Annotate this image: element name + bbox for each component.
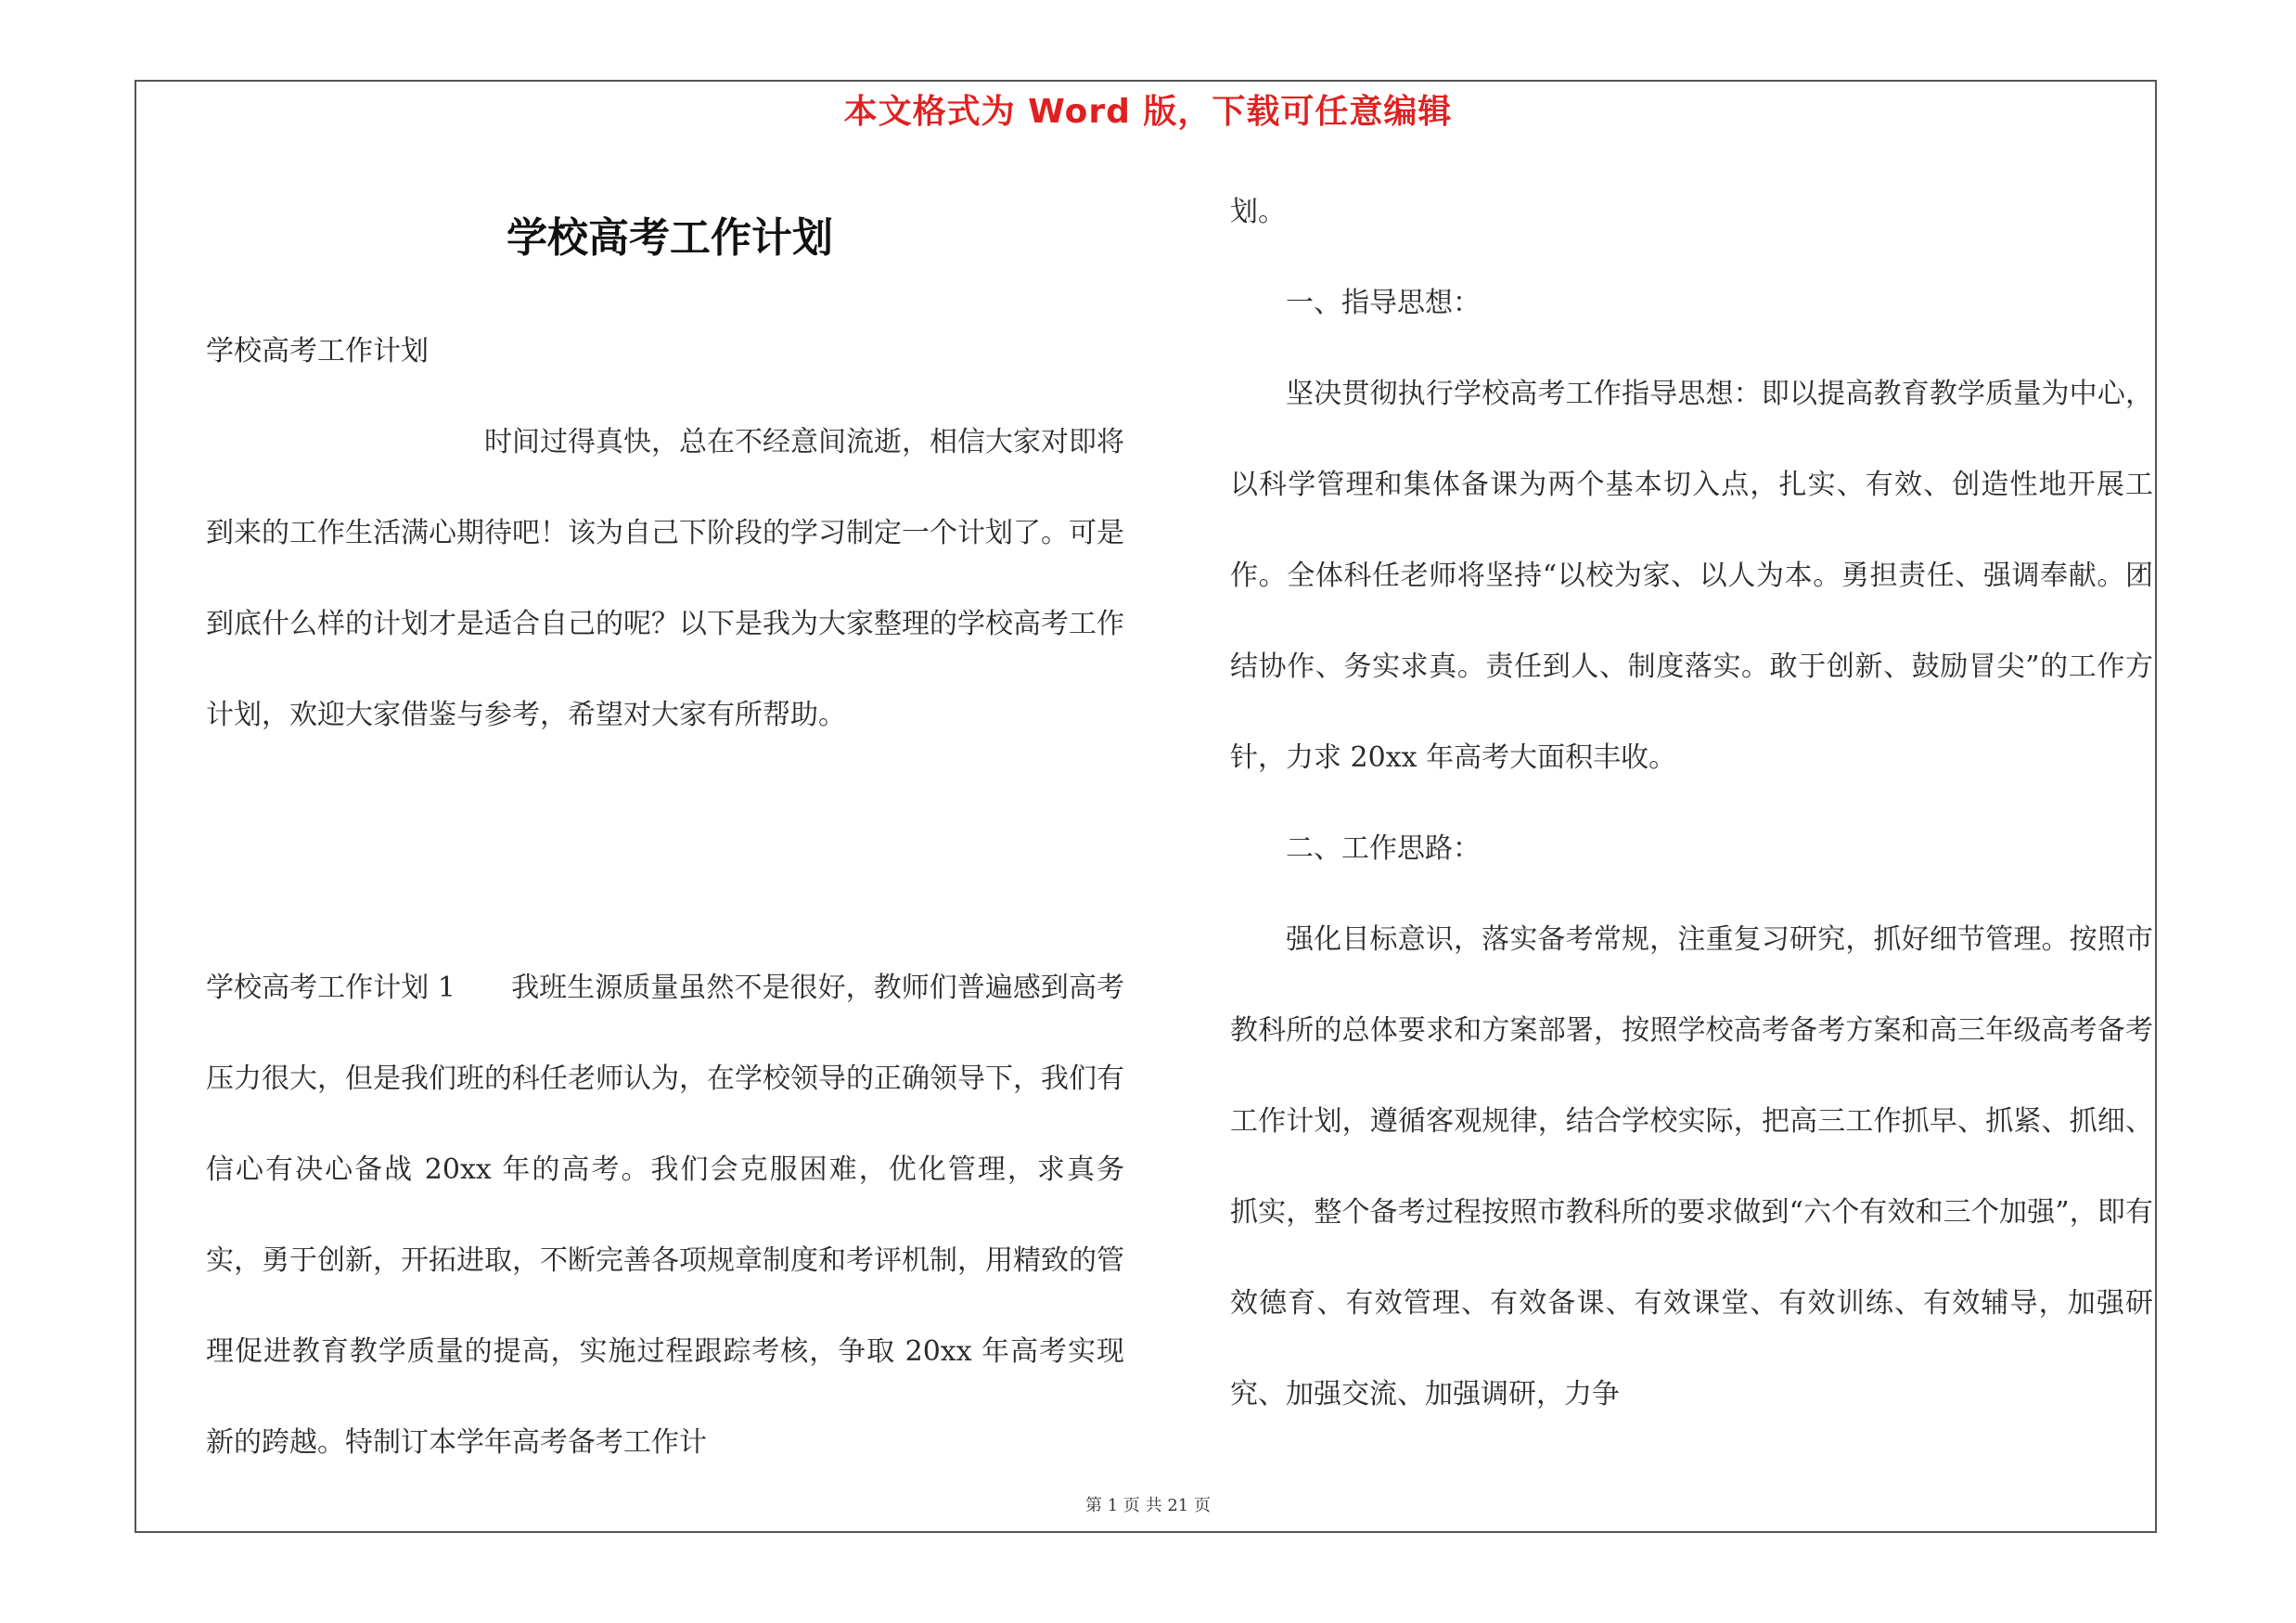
- document-title: 学校高考工作计划: [507, 214, 833, 262]
- document-subtitle: 学校高考工作计划: [206, 335, 429, 367]
- work-approach-paragraph: 强化目标意识，落实备考常规，注重复习研究，抓好细节管理。按照市教科所的总体要求和方案部署，按照学校高考备考方案和高三年级高考备考工作计划，遵循客观规律，结合学校实际，把高三工作抓早、抓紧、抓细、抓实，整个备考过程按照市教科所的要求做到“六个有效和三个加强”，即有效德育、有效管理、有效备课、有效课堂、有效训练、有效辅导，加强研究、加强交流、加强调研，力争: [1230, 923, 2153, 1410]
- section-1-paragraph: 学校高考工作计划 1 我班生源质量虽然不是很好，教师们普遍感到高考压力很大，但是我们班的科任老师认为，在学校领导的正确领导下，我们有信心有决心备战 20xx 年的高考。我们会克服困难，优化管理，求真务实，勇于创新，开拓进取，不断完善各项规章制度和考评机制，用精致的管理促进教育教学质量的提高，实施过程跟踪考核，争取 20xx 年高考实现新的跨越。特制订本学年高考备考工作计: [206, 972, 1124, 1459]
- continued-text: 划。: [1230, 196, 1286, 228]
- format-banner: 本文格式为 Word 版，下载可任意编辑: [843, 93, 1453, 131]
- page-number-footer: 第 1 页 共 21 页: [1085, 1496, 1211, 1515]
- heading-work-approach: 二、工作思路：: [1286, 832, 1481, 865]
- guiding-principle-paragraph: 坚决贯彻执行学校高考工作指导思想：即以提高教育教学质量为中心，以科学管理和集体备课为两个基本切入点，扎实、有效、创造性地开展工作。全体科任老师将坚持“以校为家、以人为本。勇担责任、强调奉献。团结协作、务实求真。责任到人、制度落实。敢于创新、鼓励冒尖”的工作方针，力求 20xx 年高考大面积丰收。: [1230, 378, 2153, 774]
- intro-paragraph: 时间过得真快，总在不经意间流逝，相信大家对即将到来的工作生活满心期待吧！该为自己下阶段的学习制定一个计划了。可是到底什么样的计划才是适合自己的呢？以下是我为大家整理的学校高考工作计划，欢迎大家借鉴与参考，希望对大家有所帮助。: [206, 426, 1124, 731]
- heading-guiding-principle: 一、指导思想：: [1286, 287, 1481, 319]
